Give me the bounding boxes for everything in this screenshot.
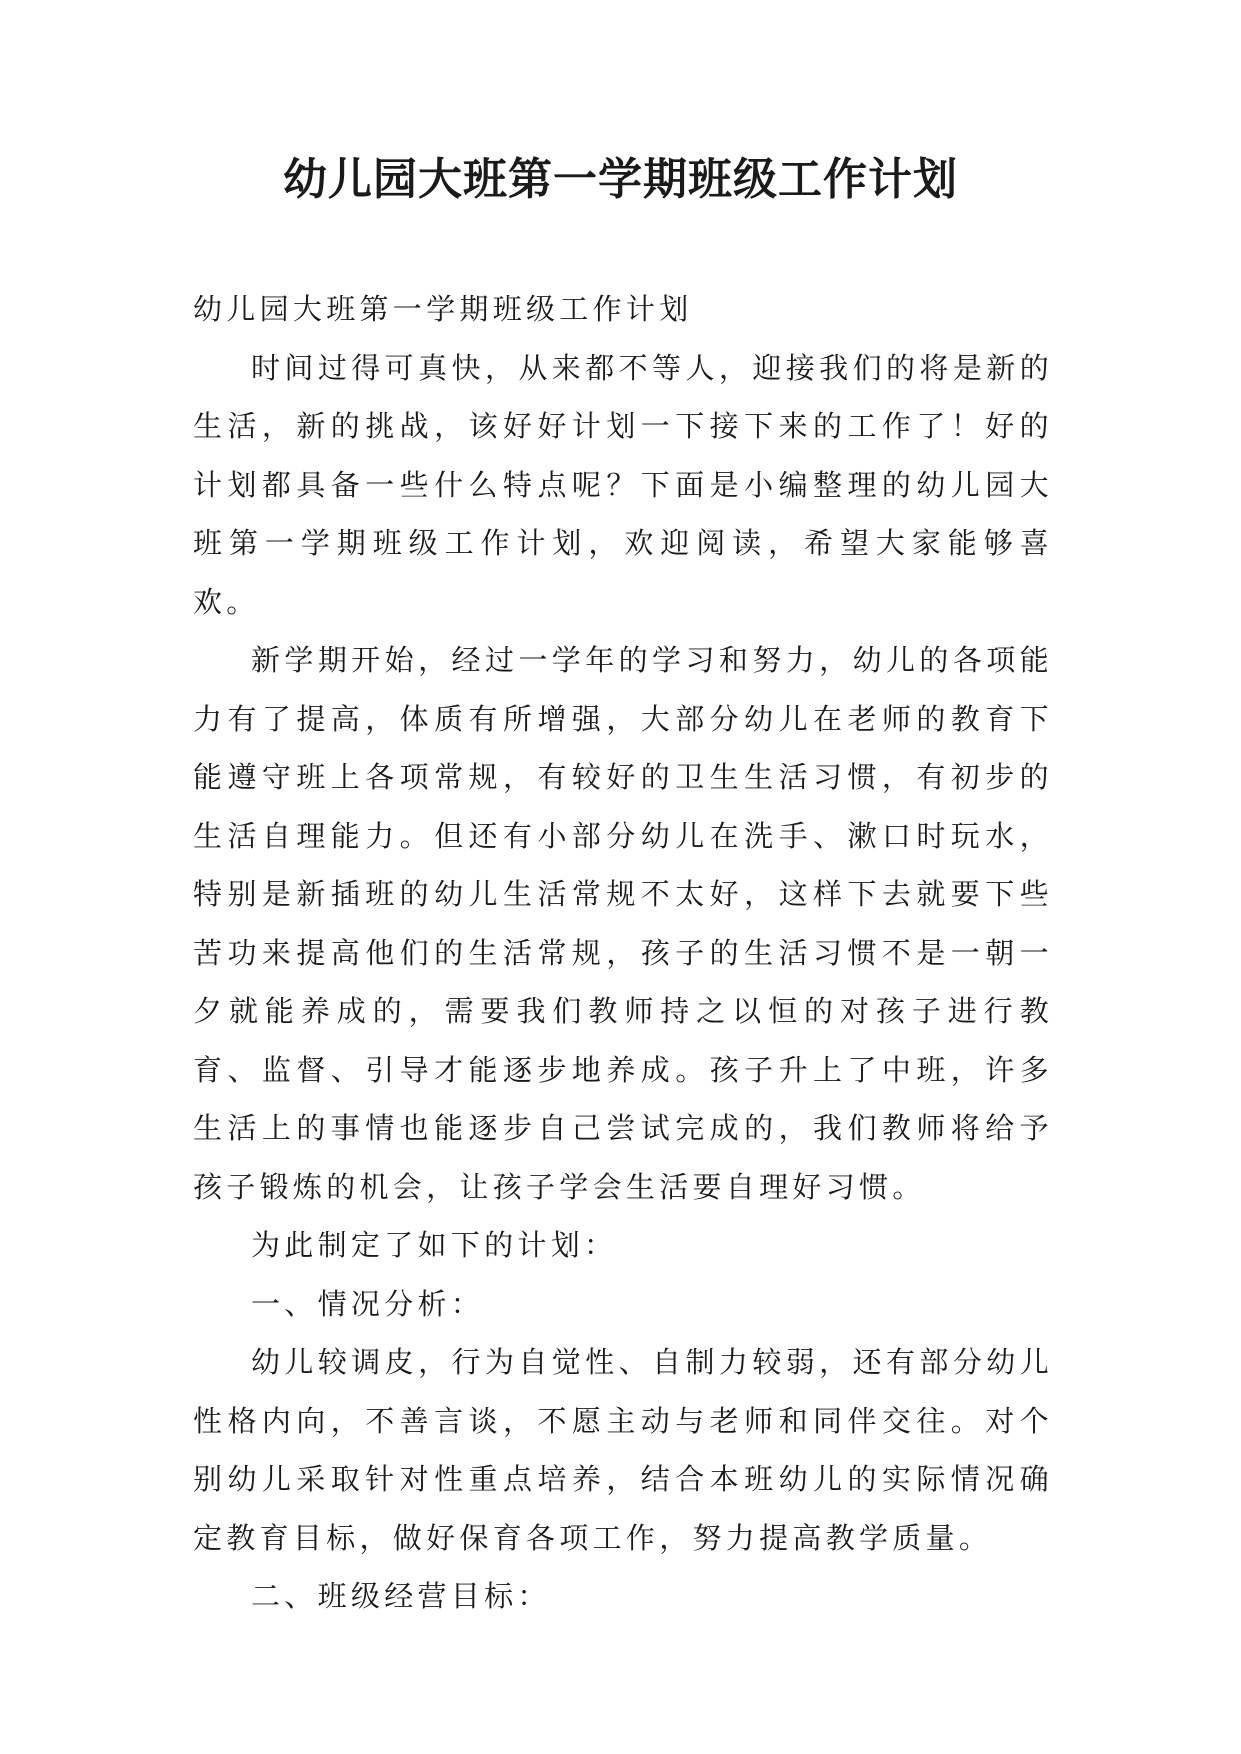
analysis-paragraph: 幼儿较调皮，行为自觉性、自制力较弱，还有部分幼儿性格内向，不善言谈，不愿主动与老师和同伴交往。对个别幼儿采取针对性重点培养，结合本班幼儿的实际情况确定教育目标，做好保育各项工作，努力提高教学质量。 xyxy=(193,1345,1053,1555)
document-subtitle: 幼儿园大班第一学期班级工作计划 xyxy=(193,292,693,326)
section-heading-goals: 二、班级经营目标： xyxy=(251,1579,551,1613)
situation-paragraph: 新学期开始，经过一学年的学习和努力，幼儿的各项能力有了提高，体质有所增强，大部分幼儿在老师的教育下能遵守班上各项常规，有较好的卫生生活习惯，有初步的生活自理能力。但还有小部分幼儿在洗手、漱口时玩水，特别是新插班的幼儿生活常规不太好，这样下去就要下些苦功来提高他们的生活常规，孩子的生活习惯不是一朝一夕就能养成的，需要我们教师持之以恒的对孩子进行教育、监督、引导才能逐步地养成。孩子升上了中班，许多生活上的事情也能逐步自己尝试完成的，我们教师将给予孩子锻炼的机会，让孩子学会生活要自理好习惯。 xyxy=(193,643,1053,1204)
document-body xyxy=(193,280,1053,1626)
section-heading-analysis: 一、情况分析： xyxy=(251,1286,485,1321)
document-title: 幼儿园大班第一学期班级工作计划 xyxy=(283,154,958,205)
plan-intro-line: 为此制定了如下的计划： xyxy=(251,1228,618,1262)
intro-paragraph: 时间过得可真快，从来都不等人，迎接我们的将是新的生活，新的挑战，该好好计划一下接下来的工作了！好的计划都具备一些什么特点呢？下面是小编整理的幼儿园大班第一学期班级工作计划，欢迎阅读，希望大家能够喜欢。 xyxy=(193,350,1053,619)
